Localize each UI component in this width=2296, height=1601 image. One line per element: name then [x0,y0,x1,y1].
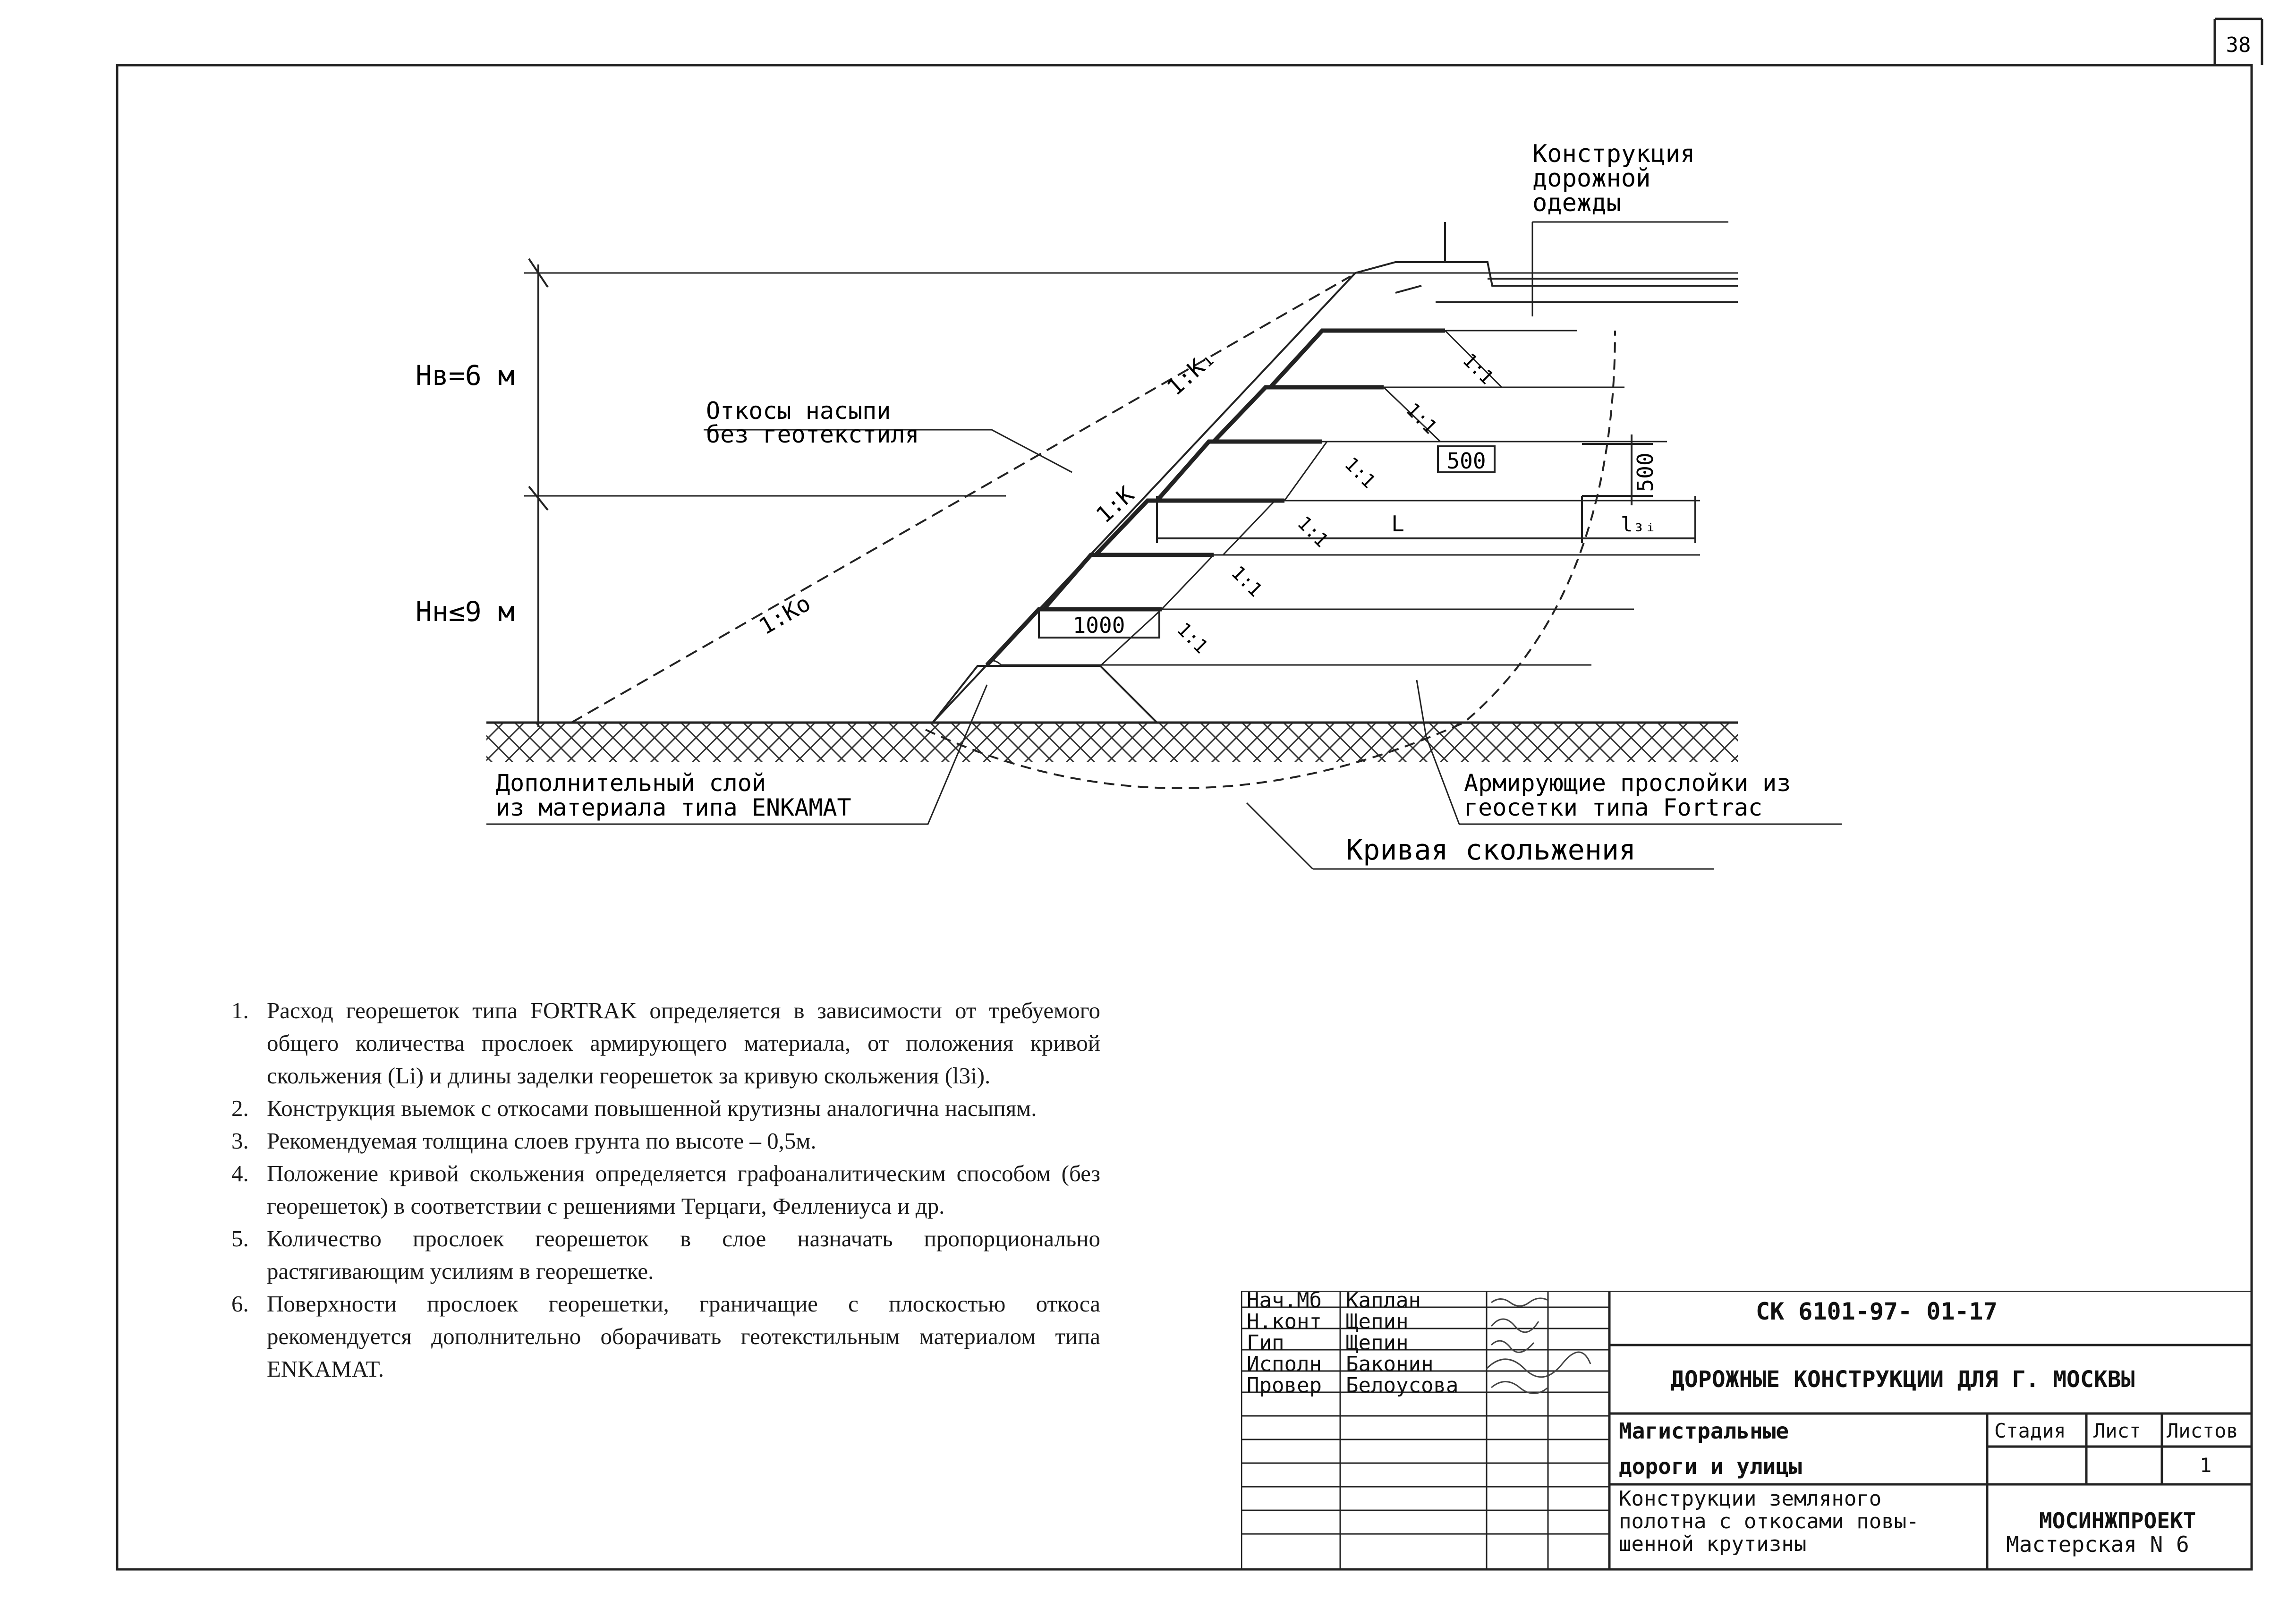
sheets-header: Листов [2167,1419,2238,1442]
label-h-lower: Hн≤9 м [416,596,515,628]
height-dimension [524,259,1006,727]
label-slope-line2: без геотекстиля [706,421,919,448]
label-slope-line1: Откосы насыпи [706,397,891,425]
slip-curve [926,331,1615,788]
label-pavement-line2: дорожной [1532,164,1651,193]
organization-unit: Мастерская N 6 [2006,1532,2189,1557]
note-item: 5. Количество прослоек георешеток в слое назначать пропорционально растягивающим усилиям в георешетке. [231,1226,1100,1284]
label-pavement-line3: одежды [1532,189,1621,217]
slope-ratio-k1: 1:K₁ [1162,344,1220,401]
sheet-header: Лист [2093,1419,2142,1442]
label-enkamat-line1: Дополнительный слой [496,769,766,797]
label-h-upper: Hв=6 м [416,359,515,392]
sheet-number: 38 [2226,33,2251,57]
slope-ratio-1-1-d: 1:1 [1293,512,1333,552]
title-block: Нач.Мб Н.конт Гип Исполн Провер Каплан Щепин Щепин Баконин Белоусова СК 6101-97- 01-17 ДОРОЖНЫЕ КОНСТРУКЦИИ ДЛЯ Г. МОСКВЫ Магистральные дороги и улицы Конструкции земляного полотна с откосами повы- шенной крутизны Стадия Лист Листов 1 МОСИНЖПРОЕКТ Мастерская N 6 [1241,1291,2256,1571]
sheet-title-line1: Конструкции земляного [1619,1487,1882,1511]
note-item: 6. Поверхности прослоек георешетки, граничащие с плоскостью откоса рекомендуется дополнительно оборачивать геотекстильным материалом типа ENKAMAT. [231,1291,1100,1382]
dim-l3: l₃ᵢ [1621,513,1657,536]
stage-header: Стадия [1994,1419,2066,1442]
label-slip-curve: Кривая скольжения [1346,834,1636,867]
dim-500-vertical: 500 [1633,452,1658,492]
signatures [1487,1298,1590,1394]
sheets-count: 1 [2200,1454,2212,1477]
document-code: СК 6101-97- 01-17 [1756,1298,1998,1325]
slope-ratio-1-1-e: 1:1 [1226,562,1267,602]
ground-hatch [486,723,1738,762]
subject-line2: дороги и улицы [1619,1454,1802,1479]
sheet-title-line2: полотна с откосами повы- [1619,1509,1919,1533]
organization-name: МОСИНЖПРОЕКТ [2039,1508,2196,1533]
project-title: ДОРОЖНЫЕ КОНСТРУКЦИИ ДЛЯ Г. МОСКВЫ [1671,1366,2135,1393]
slope-ratio-k: 1:K [1091,481,1139,528]
dim-1000: 1000 [1072,613,1125,638]
note-item: 4. Положение кривой скольжения определяется графоаналитическим способом (без георешеток) в соответствии с решениями Терцаги, Феллениуса и др. [231,1160,1100,1219]
label-enkamat-line2: из материала типа ENKAMAT [496,794,851,821]
slope-ratio-1-1-c: 1:1 [1340,453,1380,493]
note-item: 1. Расход георешеток типа FORTRAK определяется в зависимости от требуемого общего количества прослоек армирующего материала, от положения кривой скольжения (Li) и длины заделки георешеток за кривую скольжения (l3i). [231,997,1100,1089]
pavement-structure [524,222,1738,316]
slope-ratio-1-1-b: 1:1 [1401,399,1441,439]
slope-ratio-1-1-f: 1:1 [1172,618,1212,658]
notes-list [222,994,1100,1385]
slope-ratio-1-1-a: 1:1 [1458,349,1498,389]
dim-L: L [1391,511,1404,537]
slope-ratio-ko: 1:Kо [755,590,816,640]
label-fortrac-line1: Армирующие прослойки из [1464,769,1791,797]
dim-500-horizontal: 500 [1446,448,1486,474]
subject-line1: Магистральные [1619,1418,1789,1444]
note-item: 3. Рекомендуемая толщина слоев грунта по высоте – 0,5м. [231,1128,816,1154]
note-item: 2. Конструкция выемок с откосами повышенной крутизны аналогична насыпям. [231,1095,1037,1121]
sheet-title-line3: шенной крутизны [1619,1532,1807,1556]
label-pavement-line1: Конструкция [1532,140,1695,168]
label-fortrac-line2: геосетки типа Fortrac [1464,794,1763,821]
